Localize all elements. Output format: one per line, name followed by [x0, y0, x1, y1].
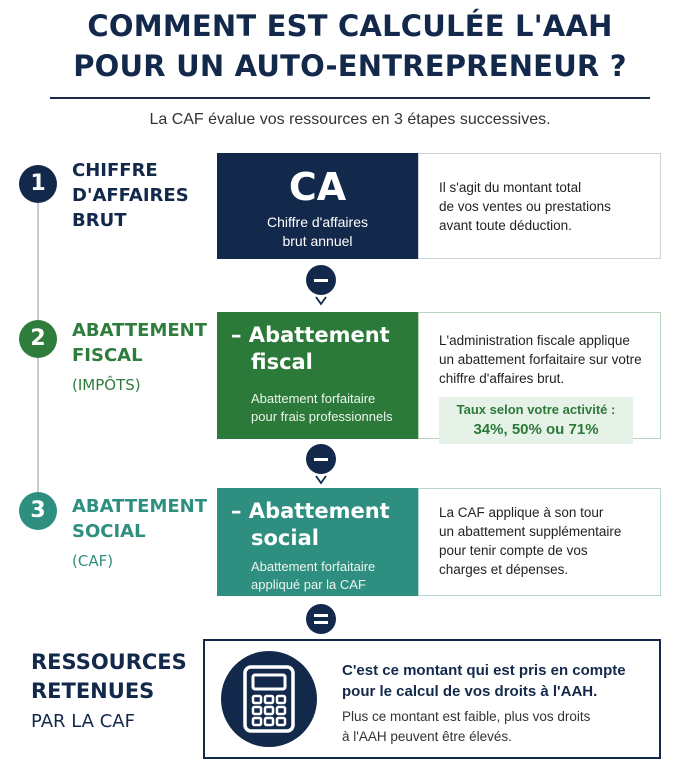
description-line: un abattement supplémentaire: [439, 524, 622, 539]
rate-label: Taux selon votre activité :: [456, 402, 616, 417]
box-title: [217, 498, 418, 552]
step-label-line: BRUT: [72, 210, 127, 231]
step-label-line: ABATTEMENT: [72, 496, 207, 517]
ca-box-title: CA: [288, 165, 347, 209]
step-number-2: 2: [19, 320, 57, 358]
box-subtitle-line: Abattement forfaitaire: [251, 391, 376, 406]
result-label: [31, 648, 201, 736]
ca-box-subtitle-line: Chiffre d'affaires: [267, 214, 368, 230]
step-label-3: [72, 494, 212, 574]
description-line: La CAF applique à son tour: [439, 505, 604, 520]
step-label-note: (CAF): [72, 552, 114, 570]
description-line: avant toute déduction.: [439, 218, 572, 233]
result-box: [203, 639, 661, 759]
page-subtitle: La CAF évalue vos ressources en 3 étapes successives.: [149, 111, 551, 128]
step-number-1: 1: [19, 165, 57, 203]
result-detail-line: Plus ce montant est faible, plus vos droits: [342, 709, 591, 724]
box-title-line: social: [251, 526, 319, 550]
abattement-social-box: [217, 488, 418, 596]
step-description-2: [418, 312, 661, 439]
rate-values: 34%, 50% ou 71%: [473, 421, 599, 438]
step-label-note: (IMPÔTS): [72, 376, 141, 394]
timeline-connector-2: [37, 358, 39, 495]
description-line: charges et dépenses.: [439, 562, 569, 577]
step-label-line: D'AFFAIRES: [72, 185, 189, 206]
result-lead-line: C'est ce montant qui est pris en compte: [342, 662, 626, 679]
minus-operator-2: [306, 444, 336, 474]
step-label-line: SOCIAL: [72, 521, 146, 542]
ca-box-subtitle: [217, 213, 418, 251]
step-description-1: [418, 153, 661, 259]
step-description-3: [418, 488, 661, 596]
box-subtitle: [217, 558, 418, 594]
box-title-line: – Abattement: [231, 323, 390, 347]
result-lead-line: pour le calcul de vos droits à l'AAH.: [342, 683, 598, 700]
arrow-down-icon: [315, 296, 327, 306]
description-line: de vos ventes ou prestations: [439, 199, 611, 214]
description-line: un abattement forfaitaire sur votre: [439, 352, 642, 367]
step-label-2: [72, 318, 212, 398]
box-subtitle-line: pour frais professionnels: [251, 409, 393, 424]
timeline-connector-1: [37, 203, 39, 321]
title-divider: [50, 97, 650, 99]
result-label-line: RESSOURCES: [31, 650, 187, 674]
calculator-icon: [221, 651, 317, 747]
description-line: pour tenir compte de vos: [439, 543, 588, 558]
rate-callout: [439, 397, 633, 444]
step-label-line: FISCAL: [72, 345, 143, 366]
minus-operator-1: [306, 265, 336, 295]
description-line: chiffre d'affaires brut.: [439, 371, 565, 386]
result-detail: [342, 707, 652, 747]
equals-operator: [306, 604, 336, 634]
box-title-line: fiscal: [251, 350, 313, 374]
arrow-down-icon: [315, 475, 327, 485]
box-title-line: – Abattement: [231, 499, 390, 523]
step-label-1: [72, 158, 212, 233]
ca-box-subtitle-line: brut annuel: [282, 233, 353, 249]
step-number-3: 3: [19, 492, 57, 530]
box-subtitle-line: appliqué par la CAF: [251, 577, 366, 592]
box-title: [217, 322, 418, 376]
description-line: L'administration fiscale applique: [439, 333, 630, 348]
result-lead: [342, 660, 652, 702]
abattement-fiscal-box: [217, 312, 418, 439]
box-subtitle: [217, 390, 418, 426]
result-label-note: PAR LA CAF: [31, 711, 135, 732]
step-label-line: ABATTEMENT: [72, 320, 207, 341]
ca-box: [217, 153, 418, 259]
result-label-line: RETENUES: [31, 679, 155, 703]
title-line-1: COMMENT EST CALCULÉE L'AAH: [87, 9, 613, 43]
page-title: [0, 6, 700, 86]
box-subtitle-line: Abattement forfaitaire: [251, 559, 376, 574]
result-detail-line: à l'AAH peuvent être élevés.: [342, 729, 512, 744]
title-line-2: POUR UN AUTO-ENTREPRENEUR ?: [73, 49, 627, 83]
description-line: Il s'agit du montant total: [439, 180, 582, 195]
step-label-line: CHIFFRE: [72, 160, 158, 181]
